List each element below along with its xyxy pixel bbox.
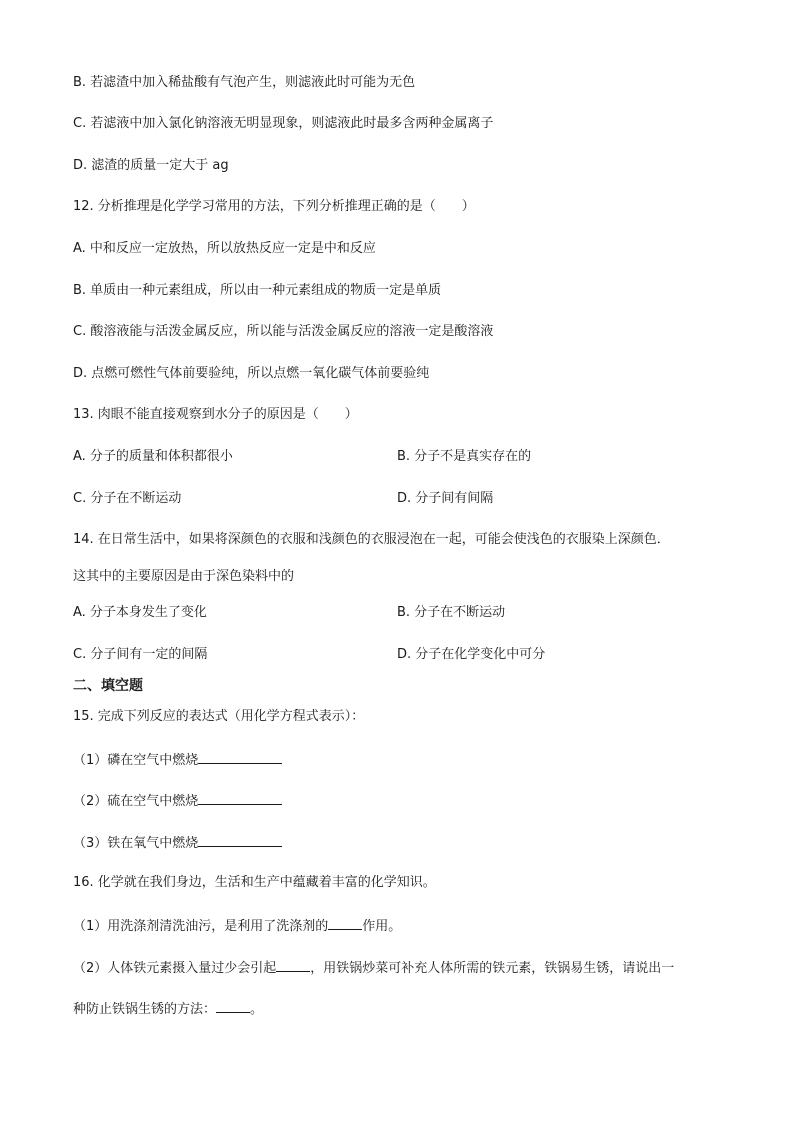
q15-item-2 [73, 791, 282, 811]
q15-item-3-blank[interactable] [198, 833, 282, 847]
q16-part-2-post: ，用铁锅炒菜可补充人体所需的铁元素，铁锅易生锈，请说出一 [310, 961, 675, 976]
q14-stem-line-1: 14. 在日常生活中，如果将深颜色的衣服和浅颜色的衣服浸泡在一起，可能会使浅色的衣服染上深颜色． [73, 532, 670, 547]
q13-option-c: C. 分子在不断运动 [73, 491, 182, 506]
q15-item-3 [73, 833, 282, 853]
section-title: 二、填空题 [73, 678, 143, 694]
q13-option-a: A. 分子的质量和体积都很小 [73, 449, 233, 464]
q12-option-a: A. 中和反应一定放热，所以放热反应一定是中和反应 [73, 241, 376, 256]
q12-stem: 12. 分析推理是化学学习常用的方法，下列分析推理正确的是（ ） [73, 199, 475, 214]
q16-part-2-line-2-pre: 种防止铁锅生锈的方法： [73, 1002, 217, 1017]
q16-part-2-pre: （2）人体铁元素摄入量过少会引起 [73, 961, 277, 976]
q13-stem: 13. 肉眼不能直接观察到水分子的原因是（ ） [73, 407, 358, 422]
q14-stem-line-2: 这其中的主要原因是由于深色染料中的 [73, 569, 295, 584]
q15-item-3-label: （3）铁在氧气中燃烧 [73, 836, 199, 851]
q14-option-c: C. 分子间有一定的间隔 [73, 647, 208, 662]
q15-item-2-blank[interactable] [198, 791, 282, 805]
q14-option-a: A. 分子本身发生了变化 [73, 605, 207, 620]
q16-part-1-post: 作用。 [362, 919, 402, 934]
q12-option-b: B. 单质由一种元素组成，所以由一种元素组成的物质一定是单质 [73, 283, 442, 298]
q16-part-2-line-1 [73, 958, 674, 978]
q13-option-b: B. 分子不是真实存在的 [397, 449, 532, 464]
q14-option-d: D. 分子在化学变化中可分 [397, 647, 546, 662]
q14-option-b: B. 分子在不断运动 [397, 605, 506, 620]
q16-part-2-line-2-post: 。 [250, 1002, 264, 1017]
q11-option-b: B. 若滤渣中加入稀盐酸有气泡产生，则滤液此时可能为无色 [73, 75, 416, 90]
q15-item-1 [73, 750, 282, 770]
q16-part-2-blank-1[interactable] [276, 958, 310, 972]
q16-part-1-blank[interactable] [328, 916, 362, 930]
q12-option-c: C. 酸溶液能与活泼金属反应，所以能与活泼金属反应的溶液一定是酸溶液 [73, 324, 494, 339]
q13-option-d: D. 分子间有间隔 [397, 491, 494, 506]
q12-option-d: D. 点燃可燃性气体前要验纯，所以点燃一氧化碳气体前要验纯 [73, 366, 430, 381]
q16-part-1-pre: （1）用洗涤剂清洗油污，是利用了洗涤剂的 [73, 919, 329, 934]
q16-part-2-line-2 [73, 999, 263, 1019]
q15-stem: 15. 完成下列反应的表达式（用化学方程式表示）： [73, 709, 365, 724]
q11-option-c: C. 若滤液中加入氯化钠溶液无明显现象，则滤液此时最多含两种金属离子 [73, 116, 494, 131]
q16-stem: 16. 化学就在我们身边，生活和生产中蕴藏着丰富的化学知识。 [73, 875, 436, 890]
q15-item-1-label: （1）磷在空气中燃烧 [73, 753, 199, 768]
q11-option-d: D. 滤渣的质量一定大于 ag [73, 158, 229, 173]
q15-item-2-label: （2）硫在空气中燃烧 [73, 794, 199, 809]
q16-part-1 [73, 916, 401, 936]
q15-item-1-blank[interactable] [198, 750, 282, 764]
q16-part-2-blank-2[interactable] [216, 999, 250, 1013]
